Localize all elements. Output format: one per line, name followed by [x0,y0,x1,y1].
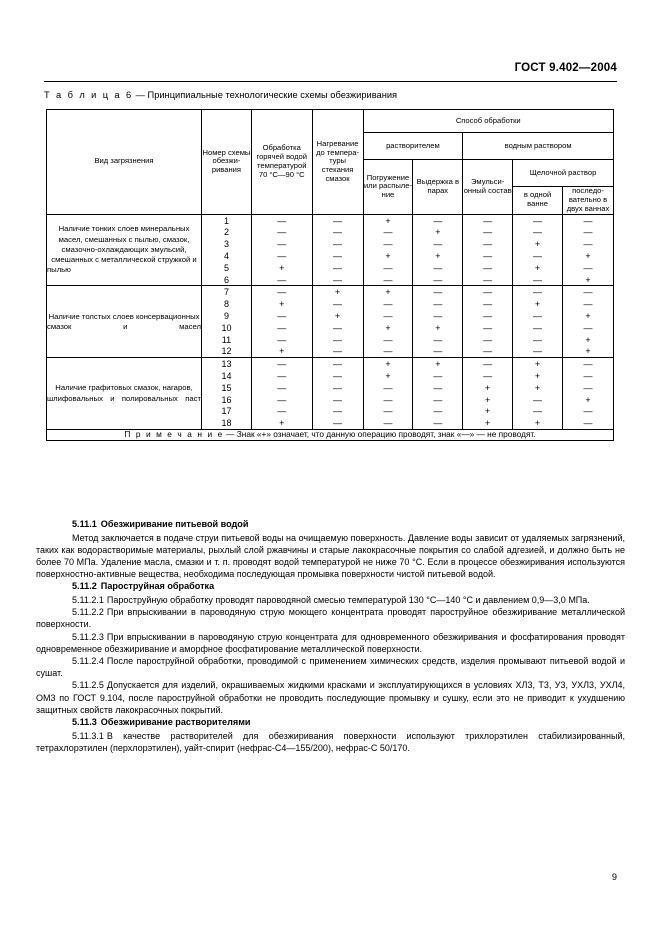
para-5-11-2-2-number: 5.11.2.2 [72,607,104,618]
cell-vapour [413,358,463,430]
cell-one-bath [513,214,563,286]
vapour-value: — [433,382,443,393]
number-value: 10 [221,322,232,333]
vapour-value: + [435,251,441,262]
vapour-value: + [435,359,441,370]
hot-water-value: — [277,394,287,405]
cell-heating [312,286,363,358]
para-5-11-1-body: Метод заключается в подаче струи питьевой воды на очищаемую поверхность. Давление воды зависит от удаляемых загрязнений, таких как водорастворимые материалы, рыхлый слой ржавчины и старые лакокрасочные покрытия со слабой адгезией, и должно быть не более 70 МПа. Удаление масла, смазки и т. п. проводят водой температурой не ниже 70 °C. Если в процессе обезжиривания используются поверхностно-активные вещества, необходима последующая промывка поверхности чистой питьевой водой. [36,532,625,580]
immersion-value: + [385,370,391,381]
heating-value: + [334,287,341,298]
th-solvent: растворителем [363,133,463,160]
two-baths-value: + [585,334,591,345]
th-hot-water: Обработка горячей водой температурой 70 °C—90 °C [251,110,312,215]
two-baths-value: — [583,359,593,370]
hot-water-value: — [277,287,287,298]
immersion-value: + [385,287,391,298]
heating-value: — [333,299,343,310]
vapour-value: — [433,311,443,321]
cell-two-baths [562,358,613,430]
two-baths-value: — [583,322,593,333]
vapour-value: — [433,406,443,417]
heating-value: — [333,322,343,333]
page-number: 9 [611,872,617,882]
one-bath-value: — [533,215,543,226]
hot-water-value: + [279,418,285,429]
th-vapour: Выдержка в парах [413,160,463,215]
emulsion-value: + [485,394,491,405]
cell-immersion [363,214,413,286]
cell-emulsion [463,214,513,286]
vapour-value: — [433,346,443,357]
table-head [47,110,614,215]
para-5-11-3-1-text: В качестве растворителей для обезжиривания поверхности используют трихлорэтилен стабилизированный, тетрахлорэтилен (перхлорэтилен), уайт-спирит (нефрас-С4—155/200), нефрас-С 50/170. [36,730,625,753]
emulsion-value: — [483,370,493,381]
cell-hot-water [251,358,312,430]
emulsion-value: — [483,274,493,285]
heating-value: — [333,406,343,417]
one-bath-value: — [533,311,543,321]
th-one-bath: в одной ванне [513,187,563,215]
immersion-value: — [383,227,393,238]
emulsion-value: — [483,215,493,226]
cell-kind: Наличие тонких слоев минеральных масел, смешанных с пылью, смазок, смазочно-охлаждающих эмульсий, смешанных с металлической стружкой и пылью [47,214,202,286]
table-row [47,214,614,286]
number-value: 17 [221,406,232,417]
para-5-11-2-4-number: 5.11.2.4 [72,655,104,666]
th-two-baths: последовательно в двух ваннах [562,187,613,215]
immersion-value: — [383,394,393,405]
para-5-11-2-4 [36,655,625,679]
cell-number [202,286,252,358]
table-note [47,429,614,440]
vapour-value: — [433,370,443,381]
heating-value: — [333,251,343,262]
cell-heating [312,214,363,286]
one-bath-value: — [533,346,543,357]
two-baths-value: — [583,227,593,238]
immersion-value: — [383,418,393,429]
two-baths-value: + [585,311,591,321]
cell-hot-water [251,286,312,358]
table-note-label: П р и м е ч а н и е [124,428,224,439]
one-bath-value: — [533,287,543,298]
number-value: 7 [223,287,229,298]
vapour-value: — [433,418,443,429]
number-value: 16 [221,394,232,405]
number-value: 3 [223,239,229,250]
vapour-value: + [435,322,441,333]
immersion-value: — [383,311,393,321]
number-value: 14 [221,370,232,381]
header-row-1 [47,110,614,133]
emulsion-value: — [483,227,493,238]
cell-kind: Наличие толстых слоев консервационных смазок и масел [47,286,202,358]
number-value: 1 [223,215,229,226]
para-5-11-2-1-number: 5.11.2.1 [72,595,104,606]
number-value: 5 [223,262,229,273]
th-aqueous: водным раствором [463,133,614,160]
table-foot [47,429,614,440]
hot-water-value: — [277,370,287,381]
hot-water-value: — [277,359,287,370]
para-5-11-2-1-text: Пароструйную обработку проводят пароводяной смесью температурой 130 °C—140 °C и давлением 0,9—3,0 МПа. [106,595,590,606]
hot-water-value: — [277,239,287,250]
one-bath-value: + [534,239,541,250]
immersion-value: — [383,274,393,285]
number-value: 9 [223,311,229,321]
para-5-11-3-1 [36,730,625,754]
cell-two-baths [562,286,613,358]
two-baths-value: + [585,394,591,405]
number-value: 2 [223,227,229,238]
th-method: Способ обработки [363,110,613,133]
emulsion-value: — [483,287,493,298]
th-emulsion: Эмульсионный состав [463,160,513,215]
th-immersion: Погружение или распыление [363,160,413,215]
one-bath-value: — [533,322,543,333]
one-bath-value: — [533,406,543,417]
heating-value: — [333,370,343,381]
hot-water-value: — [277,227,287,238]
two-baths-value: — [583,299,593,310]
one-bath-value: — [533,227,543,238]
immersion-value: — [383,239,393,250]
vapour-value: — [433,299,443,310]
heading-5-11-2-text: Пароструйная обработка [100,581,215,592]
hot-water-value: + [279,299,285,310]
heating-value: + [334,311,341,321]
th-alkaline: Щелочной раствор [513,160,614,187]
hot-water-value: — [277,274,287,285]
two-baths-value: + [585,251,591,262]
two-baths-value: — [583,215,593,226]
two-baths-value: — [583,239,593,250]
number-value: 4 [223,251,229,262]
cell-two-baths [562,214,613,286]
table-caption [44,90,397,100]
vapour-value: — [433,239,443,250]
heating-value: — [333,346,343,357]
para-5-11-3-1-number: 5.11.3.1 [72,730,104,741]
table-caption-title: Принципиальные технологические схемы обезжиривания [147,90,398,100]
cell-number [202,358,252,430]
page-header-standard-number: ГОСТ 9.402—2004 [514,62,617,74]
vapour-value: — [433,287,443,298]
immersion-value: — [383,334,393,345]
one-bath-value: — [533,251,543,262]
emulsion-value: — [483,251,493,262]
number-value: 11 [221,334,232,345]
vapour-value: — [433,274,443,285]
one-bath-value: — [533,394,543,405]
immersion-value: — [383,299,393,310]
cell-immersion [363,358,413,430]
para-5-11-2-2 [36,606,625,630]
para-5-11-2-5 [36,679,625,716]
cell-number [202,214,252,286]
emulsion-value: + [485,382,491,393]
heating-value: — [333,215,343,226]
cell-one-bath [513,286,563,358]
heading-5-11-3-number: 5.11.3 [72,716,97,727]
table-note-text: — Знак «+» означает, что данную операцию проводят, знак «—» — не проводят. [223,428,536,439]
immersion-value: + [385,251,391,262]
two-baths-value: — [583,406,593,417]
cell-vapour [413,214,463,286]
degreasing-schemes-table-wrap [46,109,614,441]
emulsion-value: + [485,406,491,417]
number-value: 13 [221,359,232,370]
heating-value: — [333,359,343,370]
vapour-value: — [433,215,443,226]
note-row [47,429,614,440]
vapour-value: — [433,394,443,405]
heating-value: — [333,418,343,429]
emulsion-value: — [483,346,493,357]
para-5-11-2-3 [36,631,625,655]
immersion-value: + [385,215,391,226]
emulsion-value: — [483,359,493,370]
para-5-11-2-3-text: При впрыскивании в пароводяную струю концентрата для одновременного обезжиривания и фосфатирования проводят одновременное обезжиривание и аморфное фосфатирование металлической поверхности. [36,631,625,654]
table-caption-label: Т а б л и ц а 6 [44,90,134,100]
para-5-11-2-4-text: После пароструйной обработки, проводимой с применением химических средств, изделия промывают питьевой водой и сушат. [36,655,625,679]
hot-water-value: + [279,346,285,357]
one-bath-value: + [534,370,541,381]
immersion-value: — [383,262,393,273]
heating-value: — [333,262,343,273]
vapour-value: + [435,227,441,238]
hot-water-value: — [277,334,287,345]
emulsion-value: + [485,418,491,429]
hot-water-value: — [277,382,287,393]
heating-value: — [333,274,343,285]
emulsion-value: — [483,262,493,273]
one-bath-value: + [534,299,541,310]
para-5-11-2-5-number: 5.11.2.5 [72,680,104,691]
hot-water-value: + [279,262,285,273]
th-kind: Вид загрязнения [47,110,202,215]
immersion-value: + [385,359,391,370]
emulsion-value: — [483,299,493,310]
cell-emulsion [463,286,513,358]
two-baths-value: — [583,262,593,273]
table-body [47,214,614,429]
vapour-value: — [433,262,443,273]
hot-water-value: — [277,406,287,417]
number-value: 6 [223,274,229,285]
hot-water-value: — [277,215,287,226]
cell-one-bath [513,358,563,430]
document-body [36,518,625,754]
hot-water-value: — [277,251,287,262]
para-5-11-2-2-text: При впрыскивании в пароводяную струю моющего концентрата проводят пароструйное обезжиривание металлической поверхности. [36,607,625,630]
heating-value: — [333,239,343,250]
cell-hot-water [251,214,312,286]
cell-kind: Наличие графитовых смазок, нагаров, шлифовальных и полировальных паст [47,358,202,430]
para-5-11-2-3-number: 5.11.2.3 [72,631,104,642]
immersion-value: — [383,382,393,393]
para-5-11-2-1 [36,594,625,606]
heading-5-11-1-text: Обезжиривание питьевой водой [100,519,249,529]
one-bath-value: — [533,274,543,285]
table-row [47,286,614,358]
table-caption-dash: — [133,90,148,100]
immersion-value: — [383,346,393,357]
cell-emulsion [463,358,513,430]
one-bath-value: — [533,334,543,345]
one-bath-value: + [534,262,541,273]
two-baths-value: — [583,287,593,298]
emulsion-value: — [483,239,493,250]
th-heating: Нагревание до температуры стекания смазок [312,110,363,215]
heating-value: — [333,334,343,345]
vapour-value: — [433,334,443,345]
para-5-11-2-5-text: Допускается для изделий, окрашиваемых жидкими красками и эксплуатирующихся в условиях ХЛ3, Т3, У3, УХЛ3, УХЛ4, ОМ3 по ГОСТ 9.104, после пароструйной обработки не проводить последующие промывку и сушку, если это не приводит к ухудшению защитных свойств лакокрасочных покрытий. [36,680,625,715]
immersion-value: — [383,406,393,417]
emulsion-value: — [483,322,493,333]
heading-5-11-2-number: 5.11.2 [72,581,97,592]
two-baths-value: + [585,274,591,285]
th-scheme-number: Номер схемы обезжиривания [202,110,252,215]
one-bath-value: + [534,418,541,429]
immersion-value: + [385,322,391,333]
two-baths-value: + [585,346,591,357]
number-value: 8 [223,299,229,310]
degreasing-schemes-table [46,109,614,441]
heating-value: — [333,227,343,238]
heating-value: — [333,394,343,405]
table-row [47,358,614,430]
cell-heating [312,358,363,430]
number-value: 12 [221,346,232,357]
heading-5-11-2 [36,580,625,594]
emulsion-value: — [483,311,493,321]
two-baths-value: — [583,418,593,429]
number-value: 15 [221,382,232,393]
two-baths-value: — [583,382,593,393]
header-divider [44,81,617,82]
heading-5-11-1-number: 5.11.1 [72,519,97,529]
heading-5-11-3 [36,716,625,730]
hot-water-value: — [277,311,287,321]
heating-value: — [333,382,343,393]
one-bath-value: + [534,382,541,393]
cell-immersion [363,286,413,358]
number-value: 18 [221,418,232,429]
emulsion-value: — [483,334,493,345]
hot-water-value: — [277,322,287,333]
heading-5-11-3-text: Обезжиривание растворителями [100,716,251,727]
cell-vapour [413,286,463,358]
one-bath-value: + [534,359,541,370]
heading-5-11-1 [36,518,625,532]
two-baths-value: — [583,370,593,381]
